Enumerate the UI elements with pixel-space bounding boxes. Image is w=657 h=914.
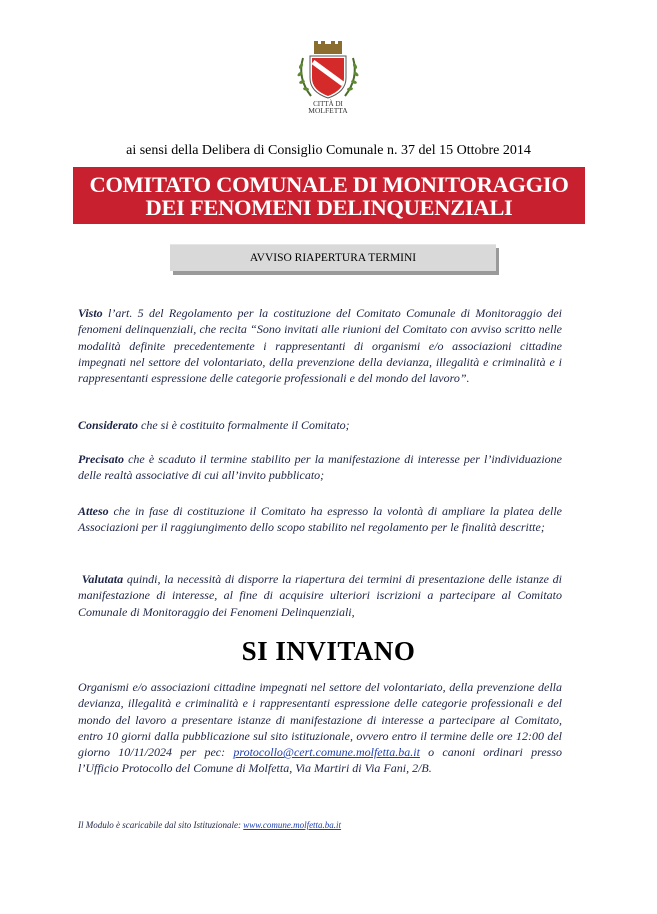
paragraph-precisato — [78, 451, 562, 484]
title-line-1: COMITATO COMUNALE DI MONITORAGGIO — [89, 172, 569, 197]
paragraph-lead: Atteso — [78, 504, 109, 518]
title-line-2: DEI FENOMENI DELINQUENZIALI — [145, 195, 513, 220]
crest-caption-name: MOLFETTA — [308, 106, 348, 115]
invito-text-after: o canoni ordinari presso l’Ufficio Protocollo del Comune di Molfetta, Via Martiri di Via Fani, 2/B. — [78, 745, 562, 776]
paragraph-invito — [78, 679, 562, 777]
notice-box: AVVISO RIAPERTURA TERMINI — [170, 244, 496, 271]
pec-email-link[interactable]: protocollo@cert.comune.molfetta.ba.it — [233, 745, 420, 760]
paragraph-text: quindi, la necessità di disporre la riapertura dei termini di presentazione delle istanze di manifestazione di interesse, al fine di acquisire ulteriori iscrizioni a partecipare al Comitato Comunale di Monitoraggio dei Fenomeni Delinquenziali, — [78, 572, 563, 619]
paragraph-considerato — [78, 417, 562, 433]
paragraph-text: che è scaduto il termine stabilito per la manifestazione di interesse per l’individuazione delle realtà associative di cui all’invito pubblicato; — [78, 452, 562, 483]
title-banner — [73, 167, 585, 224]
paragraph-lead: Precisato — [78, 452, 124, 466]
paragraph-atteso — [78, 503, 562, 536]
paragraph-visto — [78, 305, 562, 386]
paragraph-valutata — [78, 571, 562, 620]
crest-caption-city: CITTÀ DI — [313, 100, 343, 108]
paragraph-lead: Considerato — [78, 418, 139, 432]
paragraph-text: che si è costituito formalmente il Comitato; — [138, 418, 350, 432]
footer-note-text: Il Modulo è scaricabile dal sito Istituzionale: — [78, 820, 244, 830]
delibera-reference: ai sensi della Delibera di Consiglio Comunale n. 37 del 15 Ottobre 2014 — [126, 143, 531, 158]
invito-text: Organismi e/o associazioni cittadine impegnati nel settore del volontariato, della prevenzione della devianza, illegalità e criminalità e i rappresentanti espressione delle categorie professionali e del mondo del lavoro a presentare istanze di manifestazione di interesse a partecipare al Comitato, entro 10 giorni dalla pubblicazione sul sito istituzionale, ovvero entro il termine delle ore 12:00 del giorno 10/11/2024 per pec: — [78, 680, 562, 760]
paragraph-lead: Visto — [78, 306, 103, 320]
footer-note — [78, 820, 562, 830]
paragraph-text: l’art. 5 del Regolamento per la costituzione del Comitato Comunale di Monitoraggio dei fenomeni delinquenziali, che recita “Sono invitati alle riunioni del Comitato con avviso scritto nelle modalità definite precedentemente i rappresentanti di organismi e/o associazioni cittadine impegnati nel settore del volontariato, della prevenzione della devianza, illegalità e criminalità e i rappresentanti espressione delle categorie professionali e del mondo del lavoro”. — [78, 306, 562, 386]
si-invitano-heading: SI INVITANO — [241, 636, 416, 666]
website-link[interactable]: www.comune.molfetta.ba.it — [243, 820, 342, 830]
paragraph-lead: Valutata — [81, 572, 124, 586]
paragraph-text: che in fase di costituzione il Comitato ha espresso la volontà di ampliare la platea delle Associazioni per il raggiungimento dello scopo stabilito nel regolamento per le finalità descritte; — [78, 504, 562, 535]
